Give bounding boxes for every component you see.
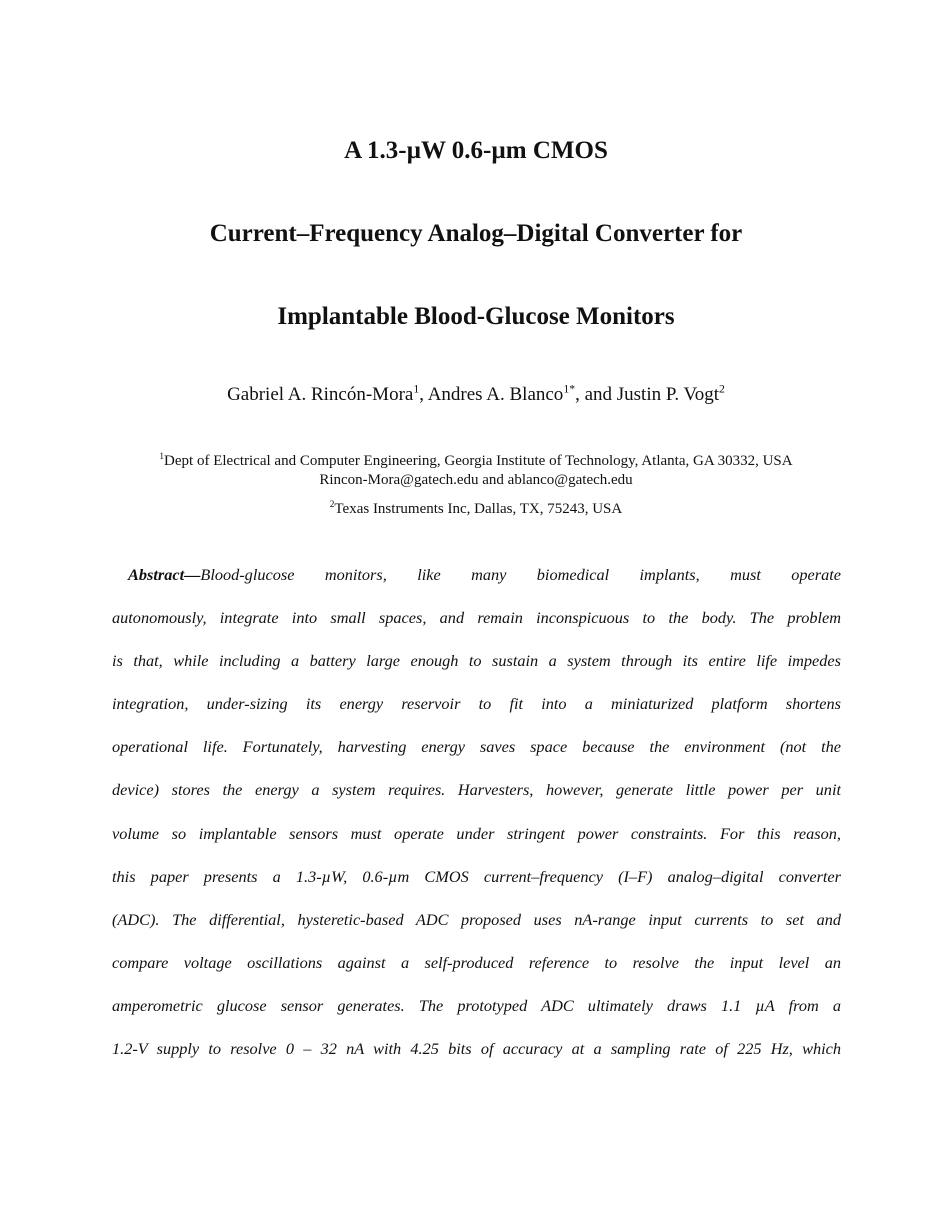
abstract-line-text: Blood-glucose monitors, like many biomedical implants, must operate [200,565,841,584]
author-name: Justin P. Vogt [616,384,720,405]
author-name: Gabriel A. Rincón-Mora [227,384,414,405]
author-emails: Rincon-Mora@gatech.edu and ablanco@gatech.edu [319,472,633,488]
abstract-line: autonomously, integrate into small spaces, and remain inconspicuous to the body. The problem [112,608,841,628]
abstract-line: is that, while including a battery large enough to sustain a system through its entire life impedes [112,651,841,671]
affiliation-mark: 2 [329,499,335,510]
abstract-label: Abstract— [128,565,201,584]
author-affiliation-mark: 1 [413,382,420,396]
affiliation-text: Dept of Electrical and Computer Engineering, Georgia Institute of Technology, Atlanta, GA 30332, USA [164,453,793,469]
affiliation-text: Texas Instruments Inc, Dallas, TX, 75243, USA [334,501,623,517]
abstract-line: (ADC). The differential, hysteretic-based ADC proposed uses nA-range input currents to set and [112,909,841,929]
affiliation-1 [0,452,952,471]
author-separator: , and [575,384,617,405]
abstract-line: amperometric glucose sensor generates. The prototyped ADC ultimately draws 1.1 µA from a [112,995,841,1015]
abstract-line: device) stores the energy a system requires. Harvesters, however, generate little power per unit [112,780,841,800]
author-list [0,382,952,408]
author-name: Andres A. Blanco [427,384,564,405]
affiliation-mark: 1 [159,451,165,462]
title-line-2: Current–Frequency Analog–Digital Converter for [209,220,743,247]
author-affiliation-mark: 1* [563,382,576,396]
abstract-line: integration, under-sizing its energy reservoir to fit into a miniaturized platform shortens [112,694,841,714]
title-line-3: Implantable Blood-Glucose Monitors [277,303,675,330]
abstract [112,553,841,1070]
author-affiliation-mark: 2 [719,382,725,396]
abstract-line: 1.2-V supply to resolve 0 – 32 nA with 4.25 bits of accuracy at a sampling rate of 225 Hz, which [112,1039,841,1059]
affiliation-2 [0,500,952,519]
abstract-line: operational life. Fortunately, harvesting energy saves space because the environment (not the [112,737,841,757]
abstract-line [112,553,841,596]
abstract-line: compare voltage oscillations against a self-produced reference to resolve the input level an [112,952,841,972]
author-separator: , [419,384,428,405]
abstract-line: volume so implantable sensors must operate under stringent power constraints. For this reason, [112,823,841,843]
abstract-line: this paper presents a 1.3-µW, 0.6-µm CMOS current–frequency (I–F) analog–digital converter [112,866,841,886]
title-line-1: A 1.3-µW 0.6-µm CMOS [344,137,608,164]
